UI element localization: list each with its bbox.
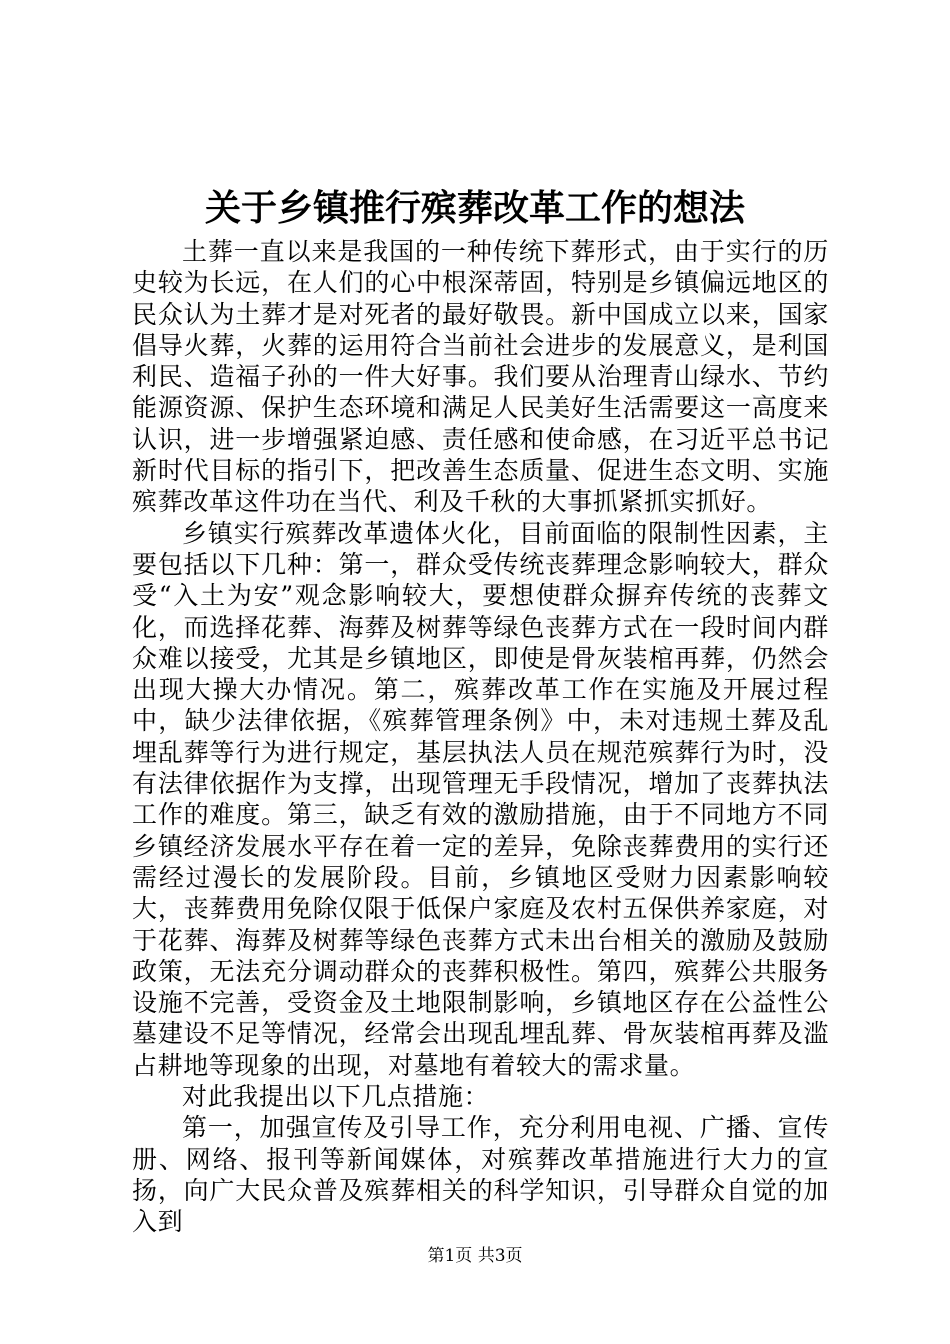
document-body bbox=[132, 236, 829, 1238]
paragraph-measure-one: 第一，加强宣传及引导工作，充分利用电视、广播、宣传册、网络、报刊等新闻媒体，对殡葬改革措施进行大力的宣扬，向广大民众普及殡葬相关的科学知识，引导群众自觉的加入到 bbox=[132, 1113, 829, 1237]
paragraph-constraints: 乡镇实行殡葬改革遗体火化，目前面临的限制性因素，主要包括以下几种：第一，群众受传统丧葬理念影响较大，群众受“入土为安”观念影响较大，要想使群众摒弃传统的丧葬文化，而选择花葬、海葬及树葬等绿色丧葬方式在一段时间内群众难以接受，尤其是乡镇地区，即使是骨灰装棺再葬，仍然会出现大操大办情况。第二，殡葬改革工作在实施及开展过程中，缺少法律依据，《殡葬管理条例》中，未对违规土葬及乱埋乱葬等行为进行规定，基层执法人员在规范殡葬行为时，没有法律依据作为支撑，出现管理无手段情况，增加了丧葬执法工作的难度。第三，缺乏有效的激励措施，由于不同地方不同乡镇经济发展水平存在着一定的差异，免除丧葬费用的实行还需经过漫长的发展阶段。目前，乡镇地区受财力因素影响较大，丧葬费用免除仅限于低保户家庭及农村五保供养家庭，对于花葬、海葬及树葬等绿色丧葬方式未出台相关的激励及鼓励政策，无法充分调动群众的丧葬积极性。第四，殡葬公共服务设施不完善，受资金及土地限制影响，乡镇地区存在公益性公墓建设不足等情况，经常会出现乱埋乱葬、骨灰装棺再葬及滥占耕地等现象的出现，对墓地有着较大的需求量。 bbox=[132, 518, 829, 1080]
page-footer: 第1页 共3页 bbox=[427, 1246, 523, 1266]
paragraph-intro: 土葬一直以来是我国的一种传统下葬形式，由于实行的历史较为长远，在人们的心中根深蒂固，特别是乡镇偏远地区的民众认为土葬才是对死者的最好敬畏。新中国成立以来，国家倡导火葬，火葬的运用符合当前社会进步的发展意义，是利国利民、造福子孙的一件大好事。我们要从治理青山绿水、节约能源资源、保护生态环境和满足人民美好生活需要这一高度来认识，进一步增强紧迫感、责任感和使命感，在习近平总书记新时代目标的指引下，把改善生态质量、促进生态文明、实施殡葬改革这件功在当代、利及千秋的大事抓紧抓实抓好。 bbox=[132, 237, 829, 517]
document-title: 关于乡镇推行殡葬改革工作的想法 bbox=[204, 187, 745, 229]
paragraph-measures-lead: 对此我提出以下几点措施： bbox=[182, 1082, 490, 1112]
